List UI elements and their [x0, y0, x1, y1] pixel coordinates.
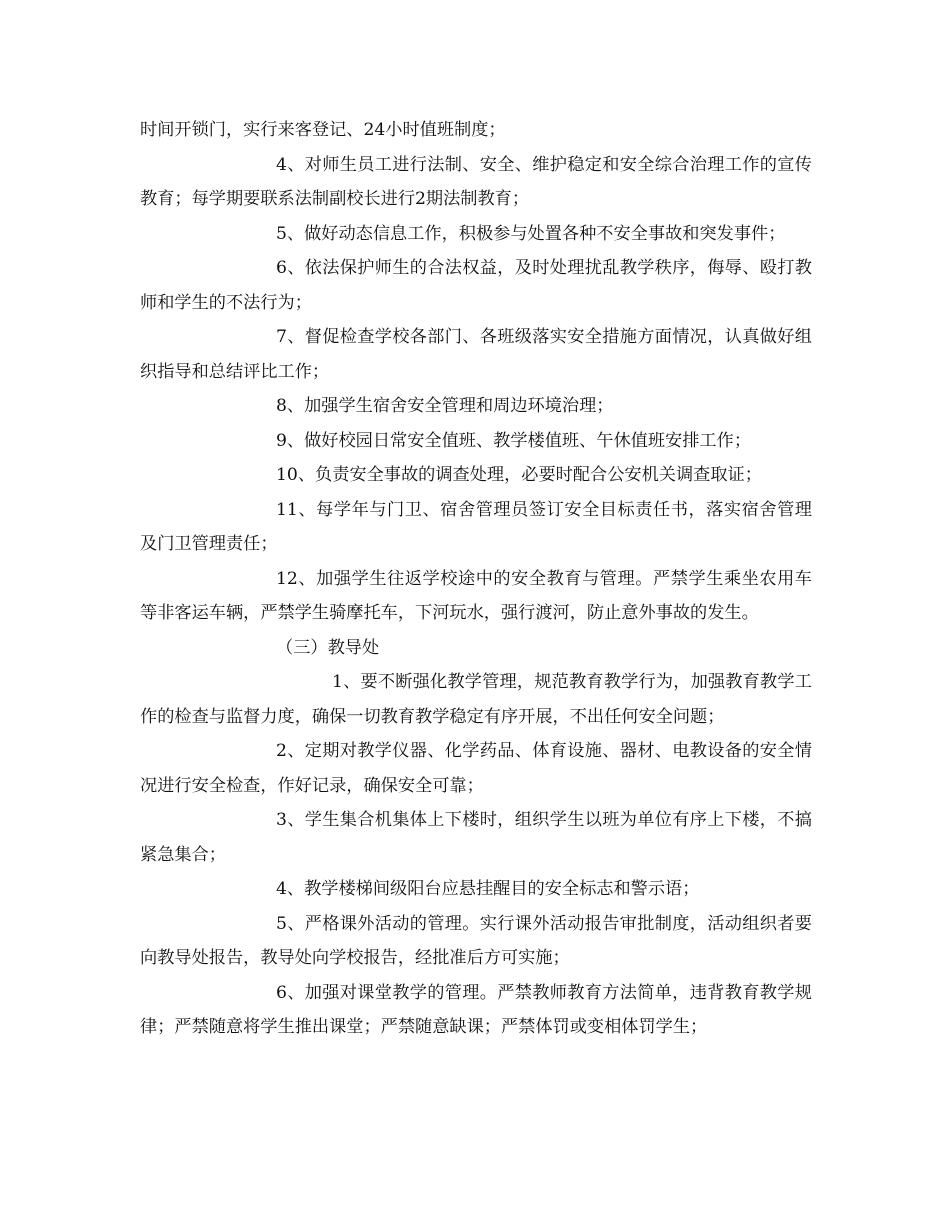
paragraph: 4、教学楼梯间级阳台应悬挂醒目的安全标志和警示语； [276, 879, 700, 899]
paragraph: 4、对师生员工进行法制、安全、维护稳定和安全综合治理工作的宣传教育；每学期要联系法制副校长进行2期法制教育； [140, 154, 812, 209]
paragraph: 8、加强学生宿舍安全管理和周边环境治理； [276, 396, 614, 416]
paragraph: 6、依法保护师生的合法权益，及时处理扰乱教学秩序，侮辱、殴打教师和学生的不法行为； [140, 258, 812, 313]
paragraph: 时间开锁门，实行来客登记、24小时值班制度； [140, 120, 506, 140]
paragraph: 7、督促检查学校各部门、各班级落实安全措施方面情况，认真做好组织指导和总结评比工作； [140, 327, 812, 382]
section-heading: （三）教导处 [276, 637, 380, 658]
paragraph: 9、做好校园日常安全值班、教学楼值班、午休值班安排工作； [276, 430, 752, 451]
paragraph: 10、负责安全事故的调查处理，必要时配合公安机关调查取证； [276, 465, 762, 485]
paragraph: 5、严格课外活动的管理。实行课外活动报告审批制度，活动组织者要向教导处报告，教导处向学校报告，经批准后方可实施； [140, 913, 812, 968]
paragraph: 3、学生集合机集体上下楼时，组织学生以班为单位有序上下楼，不搞紧急集合； [140, 810, 812, 865]
document-body [140, 113, 812, 1045]
paragraph: 2、定期对教学仪器、化学药品、体育设施、器材、电教设备的安全情况进行安全检查，作好记录，确保安全可靠； [140, 741, 812, 796]
paragraph: 5、做好动态信息工作，积极参与处置各种不安全事故和突发事件； [276, 223, 786, 244]
paragraph: 11、每学年与门卫、宿舍管理员签订安全目标责任书，落实宿舍管理及门卫管理责任； [140, 499, 812, 554]
paragraph: 12、加强学生往返学校途中的安全教育与管理。严禁学生乘坐农用车等非客运车辆，严禁学生骑摩托车，下河玩水，强行渡河，防止意外事故的发生。 [140, 568, 812, 623]
paragraph: 1、要不断强化教学管理，规范教育教学行为，加强教育教学工作的检查与监督力度，确保一切教育教学稳定有序开展，不出任何安全问题； [140, 672, 812, 727]
paragraph: 6、加强对课堂教学的管理。严禁教师教育方法简单，违背教育教学规律；严禁随意将学生推出课堂；严禁随意缺课；严禁体罚或变相体罚学生； [140, 982, 812, 1037]
